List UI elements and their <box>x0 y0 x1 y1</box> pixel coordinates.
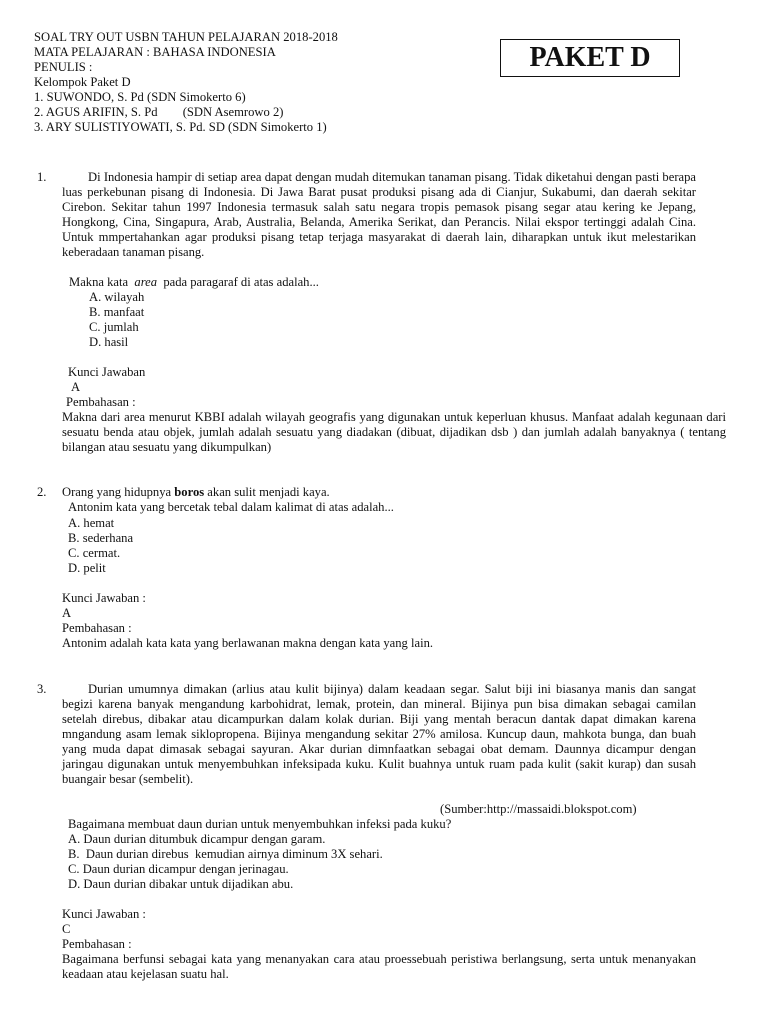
question-3-option-d: D. Daun durian dibakar untuk dijadikan abu. <box>68 877 294 891</box>
question-1-prompt-keyword: area <box>134 275 158 289</box>
question-1-key: A <box>71 380 81 394</box>
question-3-discussion: Bagaimana berfunsi sebagai kata yang menanyakan cara atau proessebuah peristiwa berlangsung, serta untuk menanyakan keadaan atau kejelasan suatu hal. <box>62 952 696 981</box>
question-2-option-c: C. cermat. <box>68 546 121 560</box>
question-3-number: 3. <box>37 682 47 696</box>
question-2-option-d: D. pelit <box>68 561 106 575</box>
header-title: SOAL TRY OUT USBN TAHUN PELAJARAN 2018-2018 <box>34 30 338 44</box>
question-2-key: A <box>62 606 72 620</box>
question-1-discussion-label: Pembahasan : <box>66 395 136 409</box>
question-2-number: 2. <box>37 485 47 499</box>
question-2-option-b: B. sederhana <box>68 531 134 545</box>
question-2-option-a: A. hemat <box>68 516 115 530</box>
question-2-sentence: Orang yang hidupnya boros akan sulit menjadi kaya. <box>62 485 330 499</box>
header-author-2: 2. AGUS ARIFIN, S. Pd (SDN Asemrowo 2) <box>34 105 284 119</box>
question-2-discussion: Antonim adalah kata kata yang berlawanan makna dengan kata yang lain. <box>62 636 434 650</box>
question-3-source: (Sumber:http://massaidi.blokspot.com) <box>440 802 637 816</box>
header-group: Kelompok Paket D <box>34 75 131 89</box>
document-header <box>34 30 474 135</box>
question-1-passage <box>62 170 696 260</box>
question-3-discussion-label: Pembahasan : <box>62 937 132 951</box>
question-1-prompt: Makna kata area pada paragaraf di atas adalah... <box>69 275 319 289</box>
header-authors-label: PENULIS : <box>34 60 93 74</box>
question-1-passage-text: Di Indonesia hampir di setiap area dapat dengan mudah ditemukan tanaman pisang. Tidak diketahui dengan pasti berapa luas perkebunan pisang di Indonesia. Di Jawa Barat pusat produksi pisang ada di Cianjur, Sukabumi, dan daerah sekitar Cirebon. Sekitar tahun 1997 Indonesia termasuk salah satu negara tropis pemasok pisang segar atau kering ke Jepang, Hongkong, Cina, Singapura, Arab, Australia, Belanda, Amerika Serikat, dan Perancis. Nilai ekspor tertinggi adalah Cina. Untuk mmpertahankan agar produksi pisang tetap terjaga masyarakat di daerah lain, diharapkan untuk ikut melestarikan keberadaan tanaman pisang. <box>62 170 696 259</box>
question-3-passage <box>62 682 696 787</box>
question-2-prompt: Antonim kata yang bercetak tebal dalam kalimat di atas adalah... <box>68 500 394 514</box>
question-3-option-b: B. Daun durian direbus kemudian airnya diminum 3X sehari. <box>68 847 383 861</box>
question-3-option-a: A. Daun durian ditumbuk dicampur dengan garam. <box>68 832 326 846</box>
question-3-passage-text: Durian umumnya dimakan (arlius atau kulit bijinya) dalam keadaan segar. Salut biji ini biasanya manis dan sangat begizi karena banyak mengandung karbohidrat, lemak, protein, dan mineral. Bijinya pun bisa dimakan sebagai camilan setelah direbus, dibakar atau dicampurkan dalam kolak durian. Biji yang mentah beracun dantak dapat dimakan karena mngandung asam lemak siklopropena. Bijinya mengandung sekitar 27% amilosa. Kuncup daun, mahkota bunga, dan buah yang muda dapat dimasak sebagai sayuran. Akar durian dimnfaatkan sebagai obat demam. Daunnya dicampur dengan jaringau digunakan untuk menyembuhkan infeksipada kuku. Kulit buahnya untuk ruam pada kulit (sakit kurap) dan susah buangair besar (sembelit). <box>62 682 696 786</box>
question-1-key-label: Kunci Jawaban <box>68 365 146 379</box>
question-2-key-label: Kunci Jawaban : <box>62 591 146 605</box>
question-3-key-label: Kunci Jawaban : <box>62 907 146 921</box>
question-1-option-b: B. manfaat <box>89 305 145 319</box>
question-1-number: 1. <box>37 170 47 184</box>
header-author-1: 1. SUWONDO, S. Pd (SDN Simokerto 6) <box>34 90 246 104</box>
question-2-bold-word: boros <box>174 485 205 499</box>
question-3-option-c: C. Daun durian dicampur dengan jerinagau. <box>68 862 289 876</box>
header-subject: MATA PELAJARAN : BAHASA INDONESIA <box>34 45 276 59</box>
question-2-discussion-label: Pembahasan : <box>62 621 132 635</box>
header-author-3: 3. ARY SULISTIYOWATI, S. Pd. SD (SDN Simokerto 1) <box>34 120 327 134</box>
question-1-discussion: Makna dari area menurut KBBI adalah wilayah geografis yang digunakan untuk keperluan khusus. Manfaat adalah kegunaan dari sesuatu benda atau objek, jumlah adalah sesuatu yang diadakan (dibuat, dijadikan dsb ) dan jumlah adalah banyaknya ( tentang bilangan atau sesuatu yang dikumpulkan) <box>62 410 726 454</box>
question-3-key: C <box>62 922 71 936</box>
question-1-option-c: C. jumlah <box>89 320 139 334</box>
paket-label-box: PAKET D <box>500 39 680 77</box>
question-3-prompt: Bagaimana membuat daun durian untuk menyembuhkan infeksi pada kuku? <box>68 817 452 831</box>
question-1-option-d: D. hasil <box>89 335 129 349</box>
question-1-option-a: A. wilayah <box>89 290 145 304</box>
